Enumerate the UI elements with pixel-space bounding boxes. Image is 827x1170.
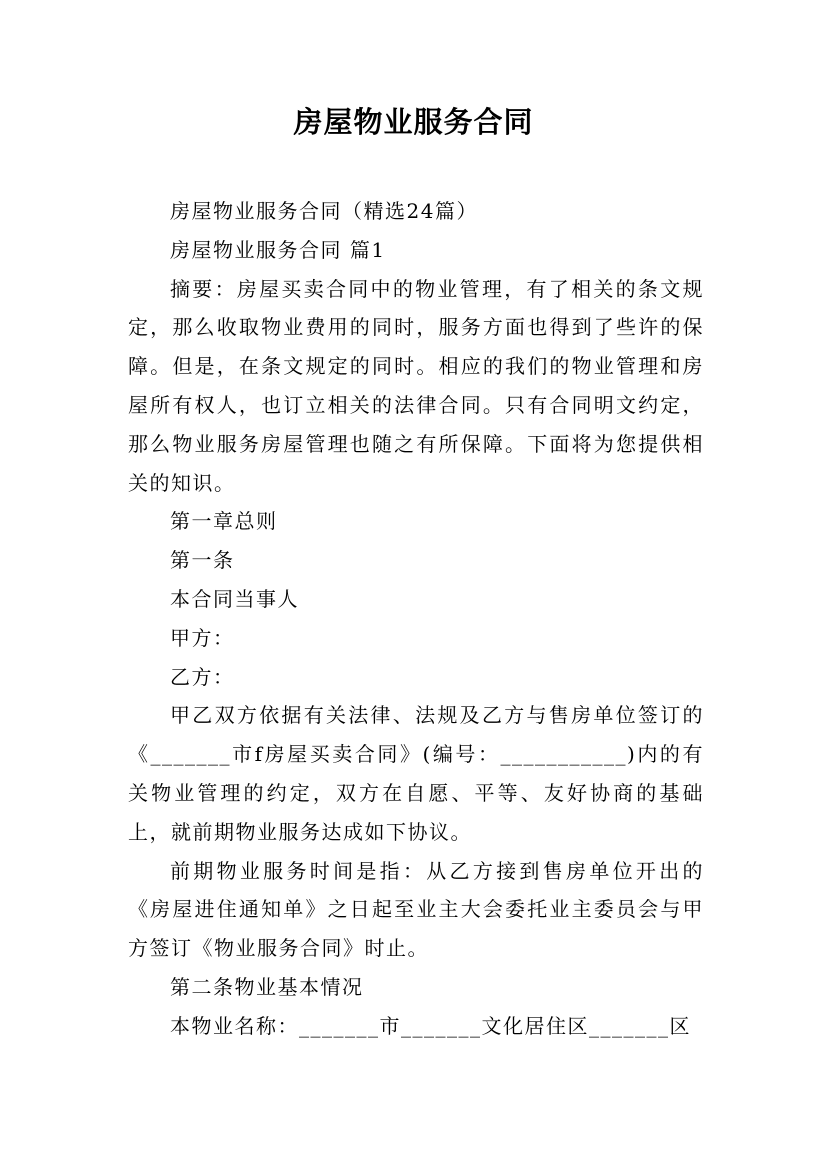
paragraph-subtitle: 房屋物业服务合同（精选24篇） bbox=[170, 199, 478, 223]
paragraph-party-b: 乙方： bbox=[170, 664, 235, 689]
paragraph-property-name: 本物业名称：_______市_______文化居住区_______区 bbox=[170, 1013, 691, 1038]
paragraph-article-1: 第一条 bbox=[170, 548, 235, 573]
paragraph-party-a: 甲方： bbox=[170, 625, 235, 650]
paragraph-abstract: 摘要：房屋买卖合同中的物业管理，有了相关的条文规定，那么收取物业费用的同时，服务方面也得到了些许的保障。但是，在条文规定的同时。相应的我们的物业管理和房屋所有权人，也订立相关的法律合同。只有合同明文约定，那么物业服务房屋管理也随之有所保障。下面将为您提供相关的知识。 bbox=[128, 276, 704, 495]
paragraph-article-2: 第二条物业基本情况 bbox=[170, 974, 364, 999]
document-title: 房屋物业服务合同 bbox=[293, 105, 534, 139]
paragraph-service-period: 前期物业服务时间是指：从乙方接到售房单位开出的《房屋进住通知单》之日起至业主大会委托业主委员会与甲方签订《物业服务合同》时止。 bbox=[128, 858, 704, 961]
paragraph-chapter-heading: 第一章总则 bbox=[170, 509, 278, 534]
paragraph-parties: 本合同当事人 bbox=[170, 586, 299, 611]
paragraph-agreement-basis: 甲乙双方依据有关法律、法规及乙方与售房单位签订的《_______市f房屋买卖合同》(编号：___________)内的有关物业管理的约定，双方在自愿、平等、友好协商的基础上，就前期物业服务达成如下协议。 bbox=[128, 703, 704, 844]
document-body bbox=[128, 192, 704, 1046]
paragraph-section-heading: 房屋物业服务合同 篇1 bbox=[170, 237, 386, 262]
